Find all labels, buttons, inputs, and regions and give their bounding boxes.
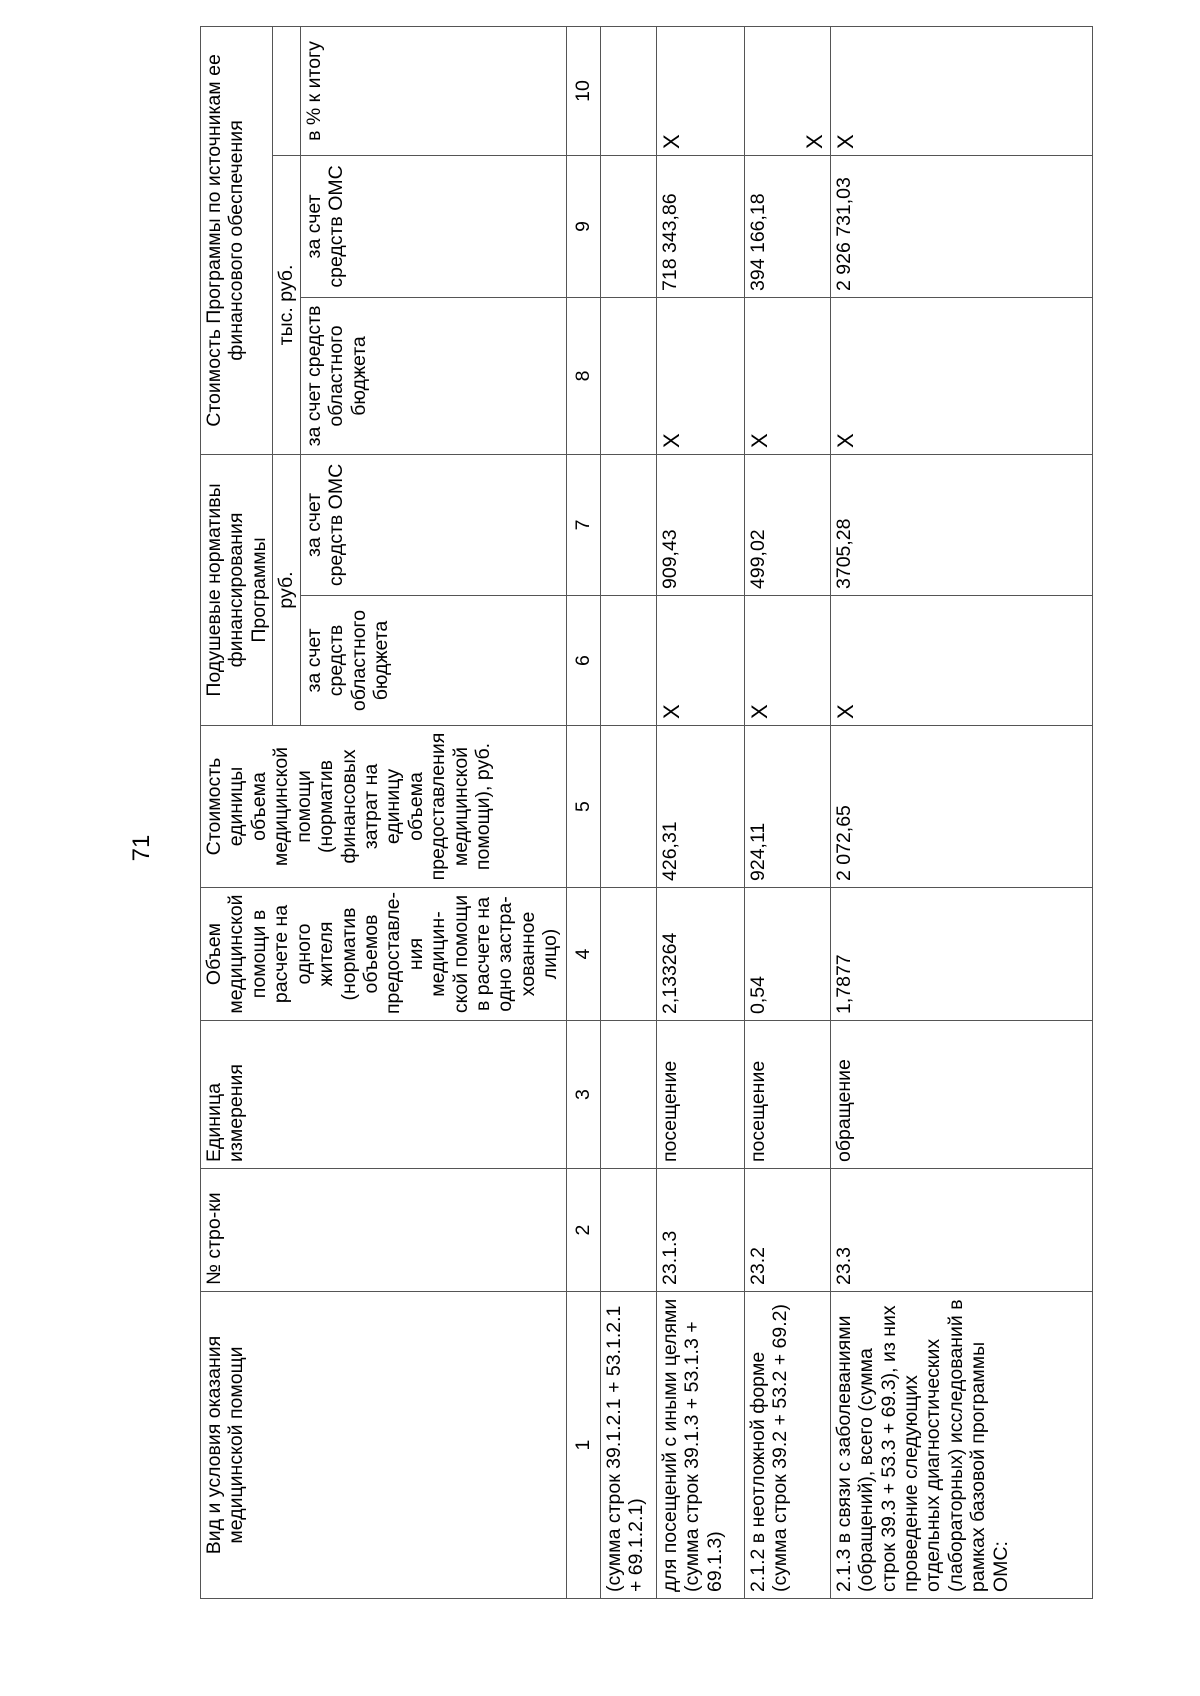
column-number: 4 xyxy=(566,888,600,1021)
row-norm-budget: X xyxy=(744,596,830,726)
column-number: 6 xyxy=(566,596,600,726)
program-cost-table xyxy=(200,26,1093,1599)
row-name: 2.1.3 в связи с заболеваниями (обращений), всего (сумма строк 39.3 + 53.3 + 69.3), из них проведение следующих отдельных диагностических (лабораторных) исследований в рамках базовой программы ОМС: xyxy=(830,1292,1092,1599)
table-row xyxy=(744,26,830,1598)
row-name: (сумма строк 39.1.2.1 + 53.1.2.1 + 69.1.2.1) xyxy=(600,1292,656,1599)
header-group-cost: Стоимость Программы по источникам ее финансового обеспечения xyxy=(201,26,273,454)
row-cost-oms: 718 343,86 xyxy=(656,155,744,297)
row-cost-budget: X xyxy=(830,297,1092,454)
row-volume: 2,133264 xyxy=(656,888,744,1021)
row-percent xyxy=(600,26,656,155)
row-unit xyxy=(600,1021,656,1169)
row-volume: 1,7877 xyxy=(830,888,1092,1021)
column-number-row xyxy=(566,26,600,1598)
row-cost-budget: X xyxy=(744,297,830,454)
row-norm-oms xyxy=(600,454,656,595)
header-col5: Стоимость единицы объема медицинской помощи (норматив финансовых затрат на единицу объема предоставления медицинской помощи), руб. xyxy=(201,726,567,888)
header-blank-cell xyxy=(273,26,300,155)
header-col7: за счет средств ОМС xyxy=(300,454,566,595)
row-line: 23.3 xyxy=(830,1169,1092,1292)
row-volume xyxy=(600,888,656,1021)
column-number: 2 xyxy=(566,1169,600,1292)
column-number: 5 xyxy=(566,726,600,888)
header-unit-thousand: тыс. руб. xyxy=(273,155,300,454)
row-cost-oms: 394 166,18 xyxy=(744,155,830,297)
row-cost-oms: 2 926 731,03 xyxy=(830,155,1092,297)
header-col4: Объем медицинской помощи в расчете на одного жителя (норматив объемов предоставле-ния медицин-ской помощи в расчете на одно застра-хованное лицо) xyxy=(201,888,567,1021)
row-line: 23.2 xyxy=(744,1169,830,1292)
row-cost-budget: X xyxy=(656,297,744,454)
row-norm-budget xyxy=(600,596,656,726)
row-line: 23.1.3 xyxy=(656,1169,744,1292)
row-volume: 0,54 xyxy=(744,888,830,1021)
row-percent: X xyxy=(744,26,830,155)
column-number: 1 xyxy=(566,1292,600,1599)
table-row xyxy=(656,26,744,1598)
row-cost-unit xyxy=(600,726,656,888)
row-name: для посещений с иными целями (сумма строк 39.1.3 + 53.1.3 + 69.1.3) xyxy=(656,1292,744,1599)
column-number: 7 xyxy=(566,454,600,595)
table-row xyxy=(600,26,656,1598)
row-cost-budget xyxy=(600,297,656,454)
column-number: 8 xyxy=(566,297,600,454)
row-unit: обращение xyxy=(830,1021,1092,1169)
row-cost-unit: 2 072,65 xyxy=(830,726,1092,888)
row-line xyxy=(600,1169,656,1292)
header-unit-rub: руб. xyxy=(273,454,300,725)
row-norm-budget: X xyxy=(830,596,1092,726)
header-col10: в % к итогу xyxy=(300,26,566,155)
row-unit: посещение xyxy=(656,1021,744,1169)
header-col6: за счет средств областного бюджета xyxy=(300,596,566,726)
page-number: 71 xyxy=(128,834,155,862)
row-cost-unit: 426,31 xyxy=(656,726,744,888)
header-col3: Единица измерения xyxy=(201,1021,567,1169)
rotated-table-container xyxy=(200,41,1046,1599)
header-group-norm: Подушевые нормативы финансирования Программы xyxy=(201,454,273,725)
row-cost-unit: 924,11 xyxy=(744,726,830,888)
row-norm-oms: 909,43 xyxy=(656,454,744,595)
table-row xyxy=(830,26,1092,1598)
column-number: 3 xyxy=(566,1021,600,1169)
row-norm-oms: 3705,28 xyxy=(830,454,1092,595)
header-col2: № стро-ки xyxy=(201,1169,567,1292)
row-percent: X xyxy=(656,26,744,155)
row-name: 2.1.2 в неотложной форме (сумма строк 39.2 + 53.2 + 69.2) xyxy=(744,1292,830,1599)
row-norm-oms: 499,02 xyxy=(744,454,830,595)
header-col9: за счет средств ОМС xyxy=(300,155,566,297)
column-number: 10 xyxy=(566,26,600,155)
column-number: 9 xyxy=(566,155,600,297)
header-col1: Вид и условия оказания медицинской помощи xyxy=(201,1292,567,1599)
row-percent: X xyxy=(830,26,1092,155)
row-unit: посещение xyxy=(744,1021,830,1169)
row-cost-oms xyxy=(600,155,656,297)
header-col8: за счет средств областного бюджета xyxy=(300,297,566,454)
row-norm-budget: X xyxy=(656,596,744,726)
